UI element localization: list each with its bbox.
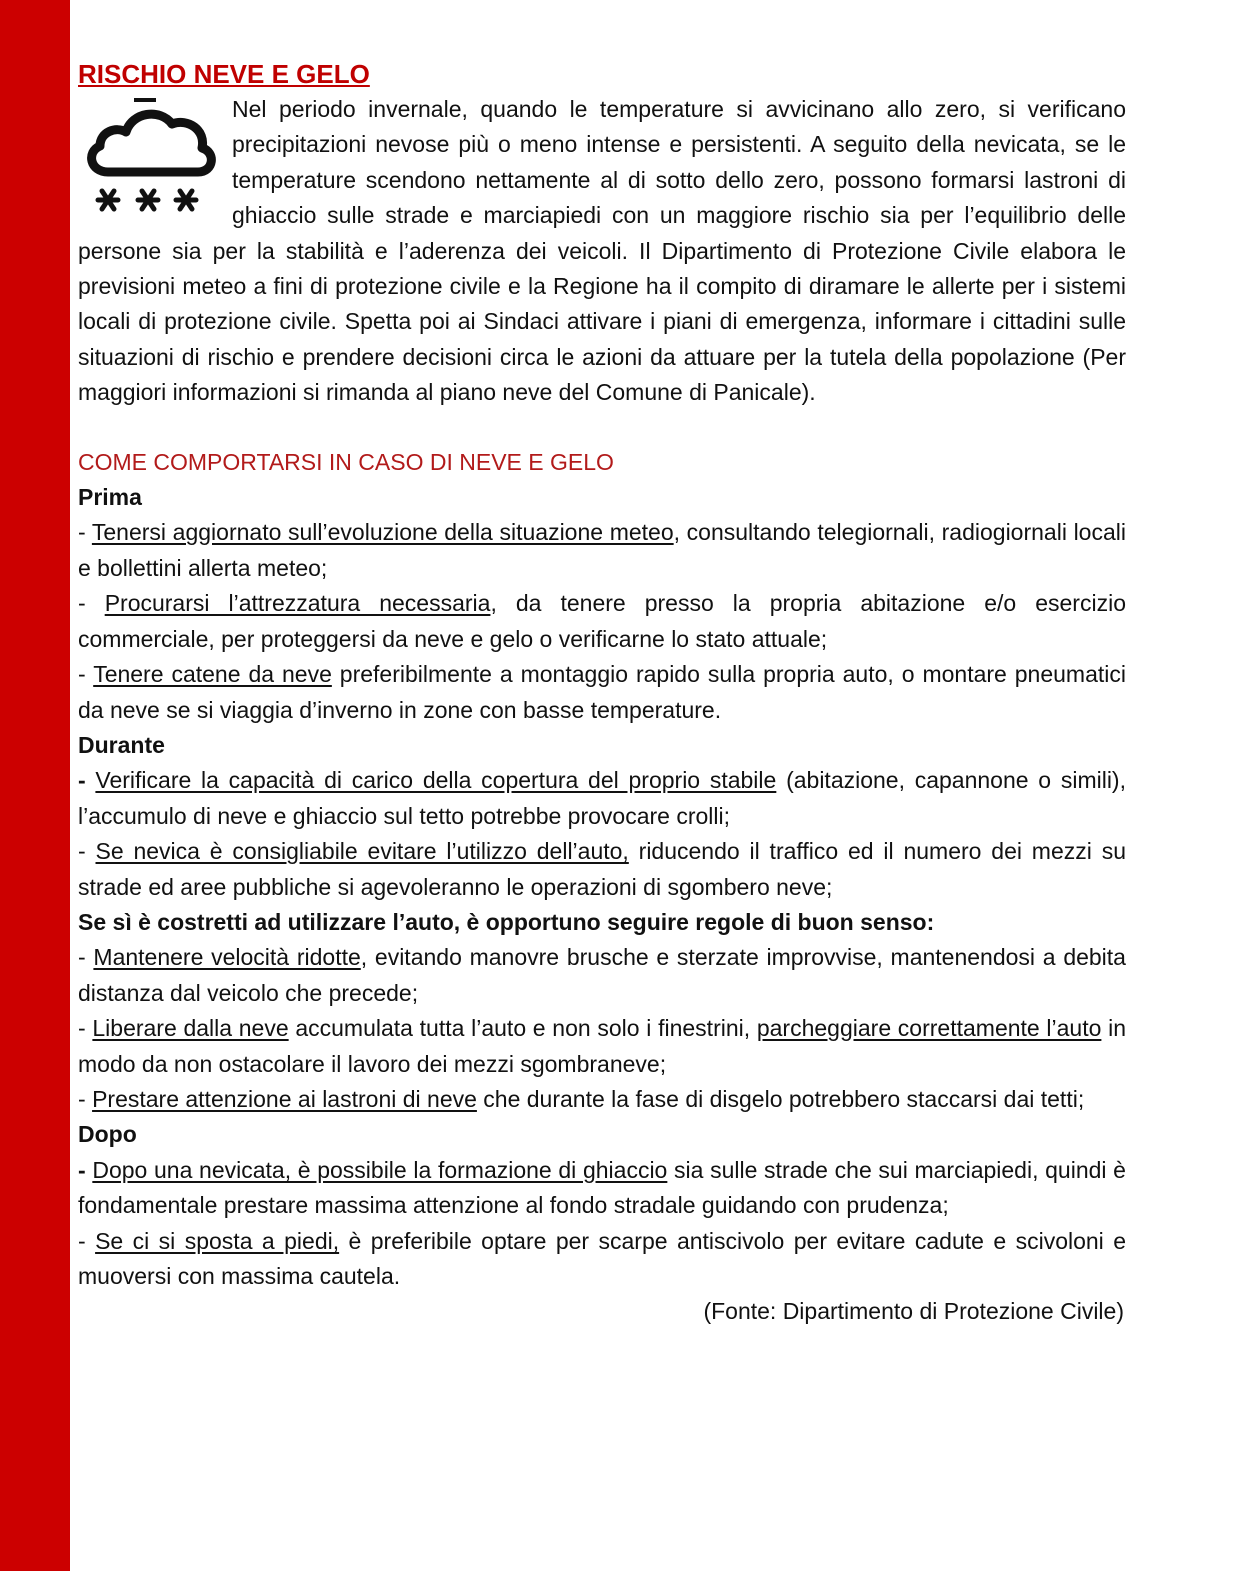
list-item: - Prestare attenzione ai lastroni di neve che durante la fase di disgelo potrebbero staccarsi dai tetti; bbox=[78, 1085, 1085, 1112]
document-body bbox=[78, 56, 1126, 1330]
source-note: (Fonte: Dipartimento di Protezione Civile) bbox=[703, 1298, 1124, 1325]
list-item: - Procurarsi l’attrezzatura necessaria, da tenere presso la propria abitazione e/o esercizio commerciale, per proteggersi da neve e gelo o verificarne lo stato attuale; bbox=[78, 590, 1126, 652]
list-item: - Mantenere velocità ridotte, evitando manovre brusche e sterzate improvvise, mantenendosi a debita distanza dal veicolo che precede; bbox=[78, 944, 1126, 1006]
intro-section bbox=[78, 92, 1126, 411]
list-item: - Se ci si sposta a piedi, è preferibile optare per scarpe antiscivolo per evitare cadute e scivoloni e muoversi con massima cautela. bbox=[78, 1227, 1127, 1289]
list-item: - Se nevica è consigliabile evitare l’utilizzo dell’auto, riducendo il traffico ed il numero dei mezzi su strade ed aree pubbliche si agevoleranno le operazioni di sgombero neve; bbox=[78, 838, 1126, 900]
phase-heading-prima: Prima bbox=[78, 484, 142, 511]
list-item: - Liberare dalla neve accumulata tutta l’auto e non solo i finestrini, parcheggiare correttamente l’auto in modo da non ostacolare il lavoro dei mezzi sgombraneve; bbox=[78, 1015, 1127, 1077]
snow-cloud-icon bbox=[80, 94, 220, 222]
list-item: - Tenersi aggiornato sull’evoluzione della situazione meteo, consultando telegiornali, radiogiornali locali e bollettini allerta meteo; bbox=[78, 519, 1126, 581]
page-title: RISCHIO NEVE E GELO bbox=[78, 59, 370, 89]
list-item: - Verificare la capacità di carico della copertura del proprio stabile (abitazione, capannone o simili), l’accumulo di neve e ghiaccio sul tetto potrebbe provocare crolli; bbox=[78, 767, 1126, 829]
intro-paragraph: Nel periodo invernale, quando le temperature si avvicinano allo zero, si verificano precipitazioni nevose più o meno intense e persistenti. A seguito della nevicata, se le temperature scendono nettamente al di sotto dello zero, possono formarsi lastroni di ghiaccio sulle strade e marciapiedi con un maggiore rischio sia per l’equilibrio delle persone sia per la stabilità e l’aderenza dei veicoli. Il Dipartimento di Protezione Civile elabora le previsioni meteo a fini di protezione civile e la Regione ha il compito di diramare le allerte per i sistemi locali di protezione civile. Spetta poi ai Sindaci attivare i piani di emergenza, informare i cittadini sulle situazioni di rischio e prendere decisioni circa le azioni da attuare per la tutela della popolazione (Per maggiori informazioni si rimanda al piano neve del Comune di Panicale). bbox=[78, 96, 1126, 406]
auto-rules-heading: Se sì è costretti ad utilizzare l’auto, è opportuno seguire regole di buon senso: bbox=[78, 908, 935, 935]
section-subtitle: COME COMPORTARSI IN CASO DI NEVE E GELO bbox=[78, 448, 614, 475]
phase-heading-durante: Durante bbox=[78, 731, 165, 758]
phase-heading-dopo: Dopo bbox=[78, 1121, 137, 1148]
red-side-bar bbox=[0, 0, 70, 1571]
list-item: - Tenere catene da neve preferibilmente a montaggio rapido sulla propria auto, o montare pneumatici da neve se si viaggia d’inverno in zone con basse temperature. bbox=[78, 661, 1126, 723]
list-item: - Dopo una nevicata, è possibile la formazione di ghiaccio sia sulle strade che sui marciapiedi, quindi è fondamentale prestare massima attenzione al fondo stradale guidando con prudenza; bbox=[78, 1156, 1126, 1219]
